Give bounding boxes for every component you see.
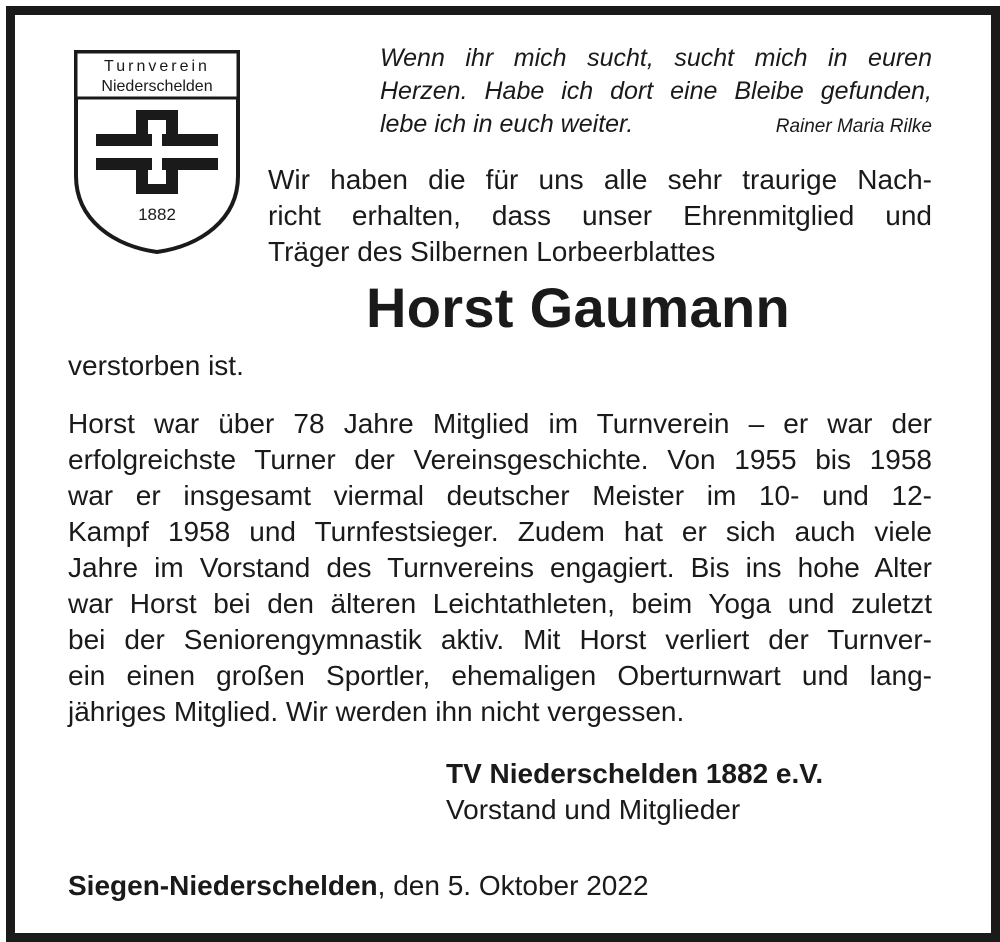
quote-line: lebe ich in euch weiter. bbox=[380, 110, 634, 138]
intro-line: Wir haben die für uns alle sehr traurige Nach- bbox=[268, 164, 932, 195]
deceased-name: Horst Gaumann bbox=[366, 276, 790, 339]
place-town: Siegen-Niederschelden bbox=[68, 870, 378, 901]
quote-line: Herzen. Habe ich dort eine Bleibe gefunden, bbox=[380, 77, 932, 105]
club-members: Vorstand und Mitglieder bbox=[446, 794, 741, 825]
body-text bbox=[68, 406, 932, 730]
quote-author: Rainer Maria Rilke bbox=[775, 116, 932, 137]
intro-line: richt erhalten, dass unser Ehrenmitglied und bbox=[268, 200, 932, 231]
body-line: Jahre im Vorstand des Turnvereins engagiert. Bis ins hohe Alter bbox=[68, 552, 932, 583]
body-line: jähriges Mitglied. Wir werden ihn nicht vergessen. bbox=[68, 696, 685, 727]
club-crest bbox=[72, 48, 242, 256]
quote-line: Wenn ihr mich sucht, sucht mich in euren bbox=[380, 44, 932, 72]
intro-text bbox=[268, 162, 932, 270]
quote-last-line bbox=[380, 108, 932, 143]
body-line: war Horst bei den älteren Leichtathleten, beim Yoga und zuletzt bbox=[68, 588, 932, 619]
crest-year: 1882 bbox=[138, 205, 176, 224]
body-line: erfolgreichste Turner der Vereinsgeschichte. Von 1955 bis 1958 bbox=[68, 444, 932, 475]
body-line: ein einen großen Sportler, ehemaligen Oberturnwart und lang- bbox=[68, 660, 932, 691]
body-line: Kampf 1958 und Turnfestsieger. Zudem hat er sich auch viele bbox=[68, 516, 932, 547]
deceased-text: verstorben ist. bbox=[68, 350, 244, 381]
place-date bbox=[68, 868, 649, 904]
body-line: war er insgesamt viermal deutscher Meister im 10- und 12- bbox=[68, 480, 932, 511]
body-line: bei der Seniorengymnastik aktiv. Mit Horst verliert der Turnver- bbox=[68, 624, 932, 655]
notice-date: , den 5. Oktober 2022 bbox=[377, 870, 649, 901]
rilke-quote bbox=[380, 42, 932, 143]
intro-line: Träger des Silbernen Lorbeerblattes bbox=[268, 236, 716, 267]
body-line: Horst war über 78 Jahre Mitglied im Turnverein – er war der bbox=[68, 408, 932, 439]
club-name: TV Niederschelden 1882 e.V. bbox=[446, 758, 824, 789]
crest-line-2: Niederschelden bbox=[101, 78, 213, 95]
crest-line-1: Turnverein bbox=[104, 58, 210, 75]
